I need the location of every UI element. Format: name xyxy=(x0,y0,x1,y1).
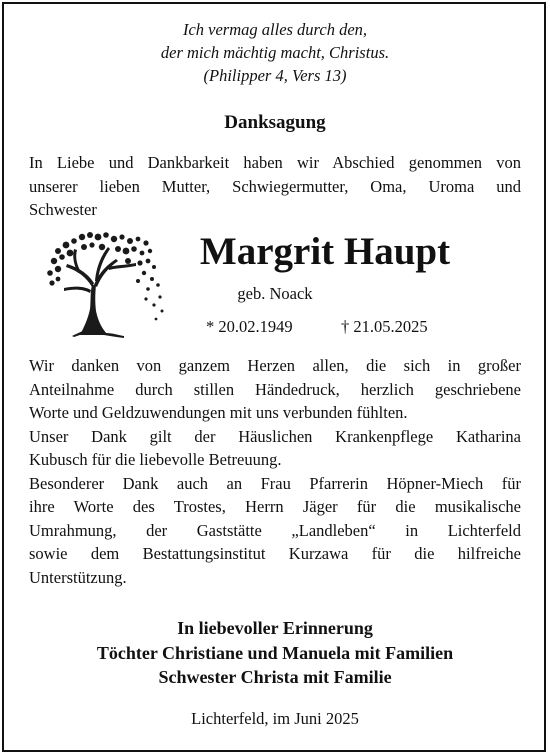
thanks-line: Umrahmung, der Gaststätte „Landleben“ in Lichterfeld xyxy=(29,520,521,540)
closing-line: Schwester Christa mit Familie xyxy=(158,667,392,687)
windblown-tree-icon xyxy=(28,223,168,338)
place-date: Lichterfeld, im Juni 2025 xyxy=(191,709,359,728)
intro-paragraph xyxy=(29,151,521,222)
thanks-paragraph xyxy=(29,354,521,589)
closing-signature xyxy=(0,616,550,690)
thanks-line: ihre Worte des Trostes, Herrn Jäger für die musikalische xyxy=(29,497,521,516)
thanks-line: Kubusch für die liebevolle Betreuung. xyxy=(29,450,282,469)
death-date: † 21.05.2025 xyxy=(341,317,428,336)
deceased-name: Margrit Haupt xyxy=(199,230,451,273)
verse-line: der mich mächtig macht, Christus. xyxy=(160,43,390,62)
thanks-line: Unterstützung. xyxy=(29,567,127,587)
maiden-name: geb. Noack xyxy=(237,284,313,303)
thanks-line: Besonderer Dank auch an Frau Pfarrerin Höpner-Miech für xyxy=(29,473,521,493)
bible-verse xyxy=(0,18,550,87)
intro-line: In Liebe und Dankbarkeit haben wir Abschied genommen von xyxy=(29,153,521,172)
thanks-line: sowie dem Bestattungsinstitut Kurzawa für die hilfreiche xyxy=(29,544,521,563)
closing-line: In liebevoller Erinnerung xyxy=(177,618,373,638)
birth-date: * 20.02.1949 xyxy=(206,317,293,336)
verse-line: Ich vermag alles durch den, xyxy=(182,20,368,39)
thanks-line: Anteilnahme durch stillen Händedruck, herzlich geschriebene xyxy=(29,379,521,399)
notice-heading: Danksagung xyxy=(224,112,326,133)
thanks-line: Wir danken von ganzem Herzen allen, die sich in großer xyxy=(29,356,521,375)
thanks-line: Worte und Geldzuwendungen mit uns verbunden fühlten. xyxy=(29,403,408,422)
intro-line: unserer lieben Mutter, Schwiegermutter, Oma, Uroma und xyxy=(29,176,521,196)
thanks-line: Unser Dank gilt der Häuslichen Krankenpflege Katharina xyxy=(29,426,521,446)
intro-line: Schwester xyxy=(29,200,97,219)
verse-reference: (Philipper 4, Vers 13) xyxy=(203,66,347,85)
closing-line: Töchter Christiane und Manuela mit Familien xyxy=(96,642,454,663)
